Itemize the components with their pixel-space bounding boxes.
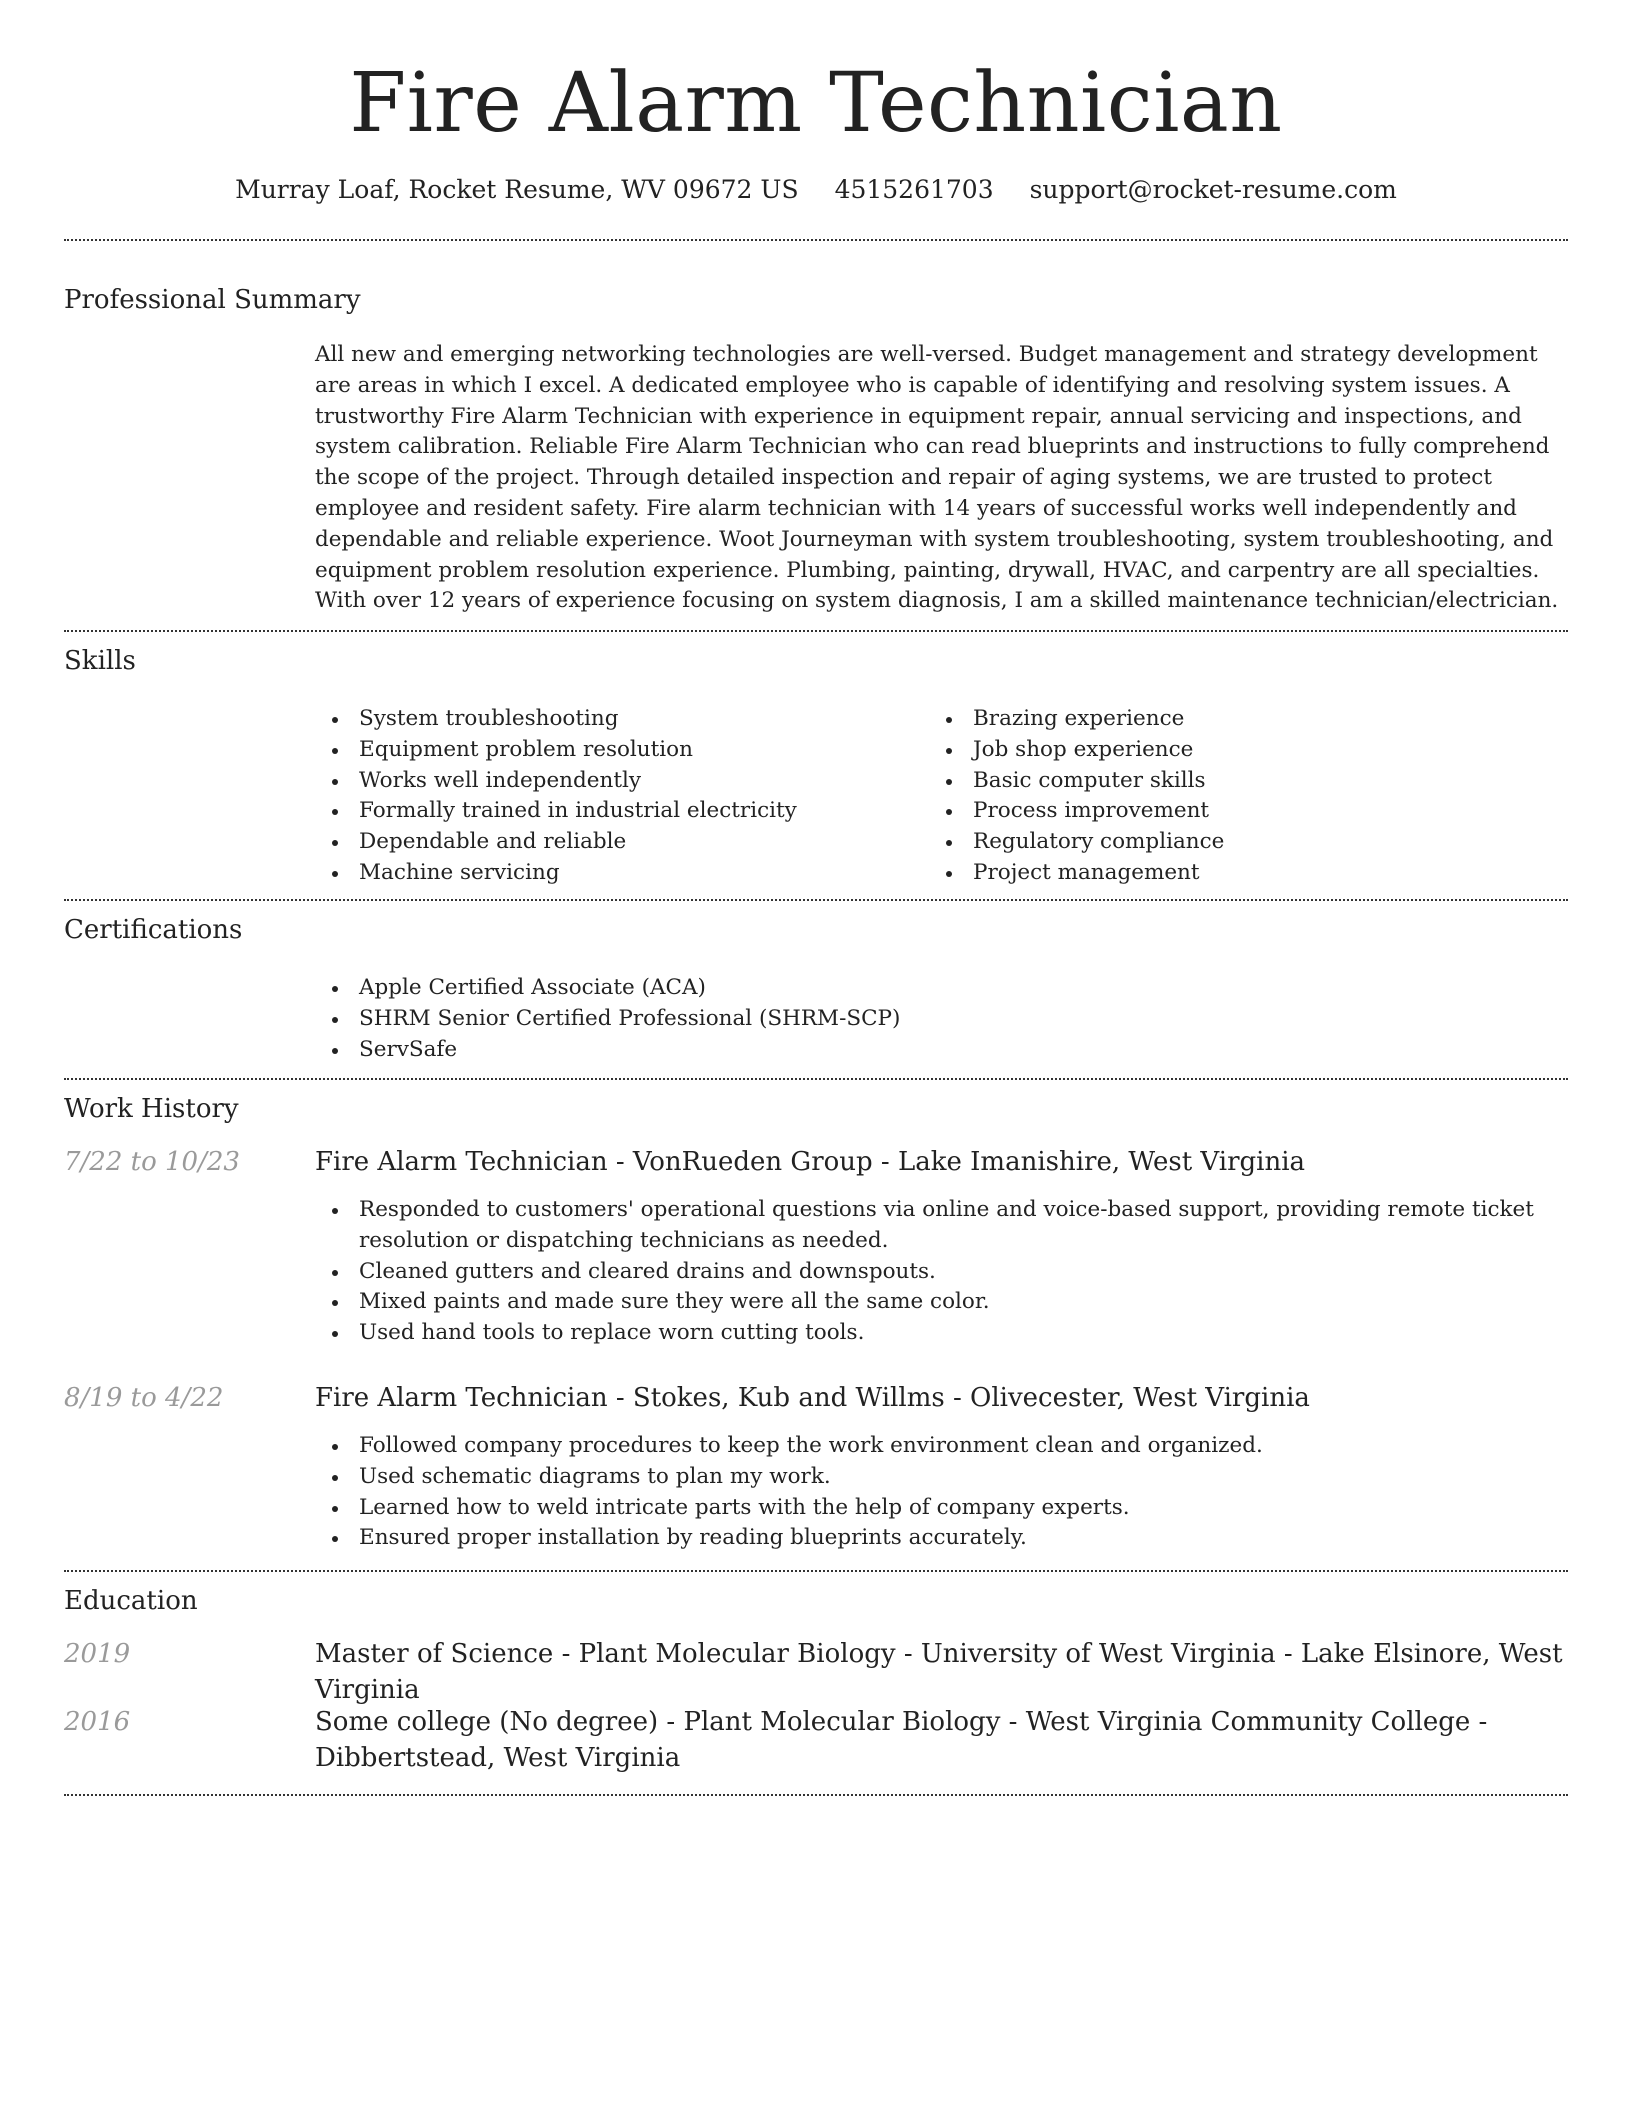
job-title: Fire Alarm Technician - VonRueden Group - Lake Imanishire, West Virginia bbox=[315, 1147, 1306, 1177]
section-title-skills: Skills bbox=[64, 646, 136, 676]
job-bullet: Mixed paints and made sure they were all the same color. bbox=[315, 1287, 1568, 1318]
skill-item: System troubleshooting bbox=[315, 704, 797, 735]
section-divider bbox=[64, 899, 1568, 901]
job-dates: 8/19 to 4/22 bbox=[64, 1383, 224, 1413]
section-title-certifications: Certifications bbox=[64, 915, 243, 945]
certification-item: Apple Certified Associate (ACA) bbox=[315, 973, 1568, 1004]
section-divider bbox=[64, 1078, 1568, 1080]
certification-item: SHRM Senior Certified Professional (SHRM-SCP) bbox=[315, 1004, 1568, 1035]
certification-item: ServSafe bbox=[315, 1035, 1568, 1066]
skill-item: Dependable and reliable bbox=[315, 827, 797, 858]
section-title-work-history: Work History bbox=[64, 1094, 239, 1124]
skill-item: Brazing experience bbox=[929, 704, 1224, 735]
skill-item: Works well independently bbox=[315, 766, 797, 797]
skill-item: Basic computer skills bbox=[929, 766, 1224, 797]
job-title: Fire Alarm Technician - Stokes, Kub and Willms - Olivecester, West Virginia bbox=[315, 1383, 1310, 1413]
job-bullet: Cleaned gutters and cleared drains and downspouts. bbox=[315, 1257, 1568, 1288]
section-title-summary: Professional Summary bbox=[64, 285, 361, 315]
job-bullet: Learned how to weld intricate parts with the help of company experts. bbox=[315, 1493, 1568, 1524]
job-bullet-list bbox=[315, 1431, 1568, 1554]
skill-item: Regulatory compliance bbox=[929, 827, 1224, 858]
section-divider bbox=[64, 630, 1568, 632]
contact-email[interactable]: support@rocket-resume.com bbox=[1029, 175, 1397, 204]
skill-item: Machine servicing bbox=[315, 858, 797, 889]
skills-column-left bbox=[315, 704, 797, 889]
job-bullet: Responded to customers' operational questions via online and voice-based support, providing remote ticket resolution or dispatching technicians as needed. bbox=[315, 1195, 1568, 1257]
section-divider bbox=[64, 1794, 1568, 1796]
contact-line bbox=[0, 170, 1632, 210]
certifications-list bbox=[315, 973, 1568, 1065]
job-bullet: Used hand tools to replace worn cutting tools. bbox=[315, 1318, 1568, 1349]
summary-text: All new and emerging networking technologies are well-versed. Budget management and strategy development are areas in which I excel. A dedicated employee who is capable of identifying and resolving system issues. A trustworthy Fire Alarm Technician with experience in equipment repair, annual servicing and inspections, and system calibration. Reliable Fire Alarm Technician who can read blueprints and instructions to fully comprehend the scope of the project. Through detailed inspection and repair of aging systems, we are trusted to protect employee and resident safety. Fire alarm technician with 14 years of successful works well independently and dependable and reliable experience. Woot Journeyman with system troubleshooting, system troubleshooting, and equipment problem resolution experience. Plumbing, painting, drywall, HVAC, and carpentry are all specialties. With over 12 years of experience focusing on system diagnosis, I am a skilled maintenance technician/electrician. bbox=[315, 342, 1559, 614]
candidate-name: Fire Alarm Technician bbox=[349, 56, 1283, 151]
skill-item: Formally trained in industrial electricity bbox=[315, 796, 797, 827]
skill-item: Job shop experience bbox=[929, 735, 1224, 766]
job-bullet-list bbox=[315, 1195, 1568, 1349]
job-bullet: Followed company procedures to keep the work environment clean and organized. bbox=[315, 1431, 1568, 1462]
job-bullet: Used schematic diagrams to plan my work. bbox=[315, 1462, 1568, 1493]
section-title-education: Education bbox=[64, 1586, 198, 1616]
education-title: Some college (No degree) - Plant Molecular Biology - West Virginia Community College - Dibbertstead, West Virginia bbox=[315, 1707, 1488, 1773]
skills-column-right bbox=[929, 704, 1224, 889]
section-divider bbox=[64, 239, 1568, 241]
education-year: 2016 bbox=[64, 1707, 131, 1737]
skill-item: Project management bbox=[929, 858, 1224, 889]
contact-phone: 4515261703 bbox=[834, 175, 994, 204]
section-divider bbox=[64, 1570, 1568, 1572]
job-dates: 7/22 to 10/23 bbox=[64, 1147, 240, 1177]
contact-address: Murray Loaf, Rocket Resume, WV 09672 US bbox=[235, 175, 799, 204]
job-bullet: Ensured proper installation by reading blueprints accurately. bbox=[315, 1523, 1568, 1554]
education-title: Master of Science - Plant Molecular Biology - University of West Virginia - Lake Elsinore, West Virginia bbox=[315, 1639, 1563, 1705]
skill-item: Equipment problem resolution bbox=[315, 735, 797, 766]
skill-item: Process improvement bbox=[929, 796, 1224, 827]
education-year: 2019 bbox=[64, 1639, 131, 1669]
